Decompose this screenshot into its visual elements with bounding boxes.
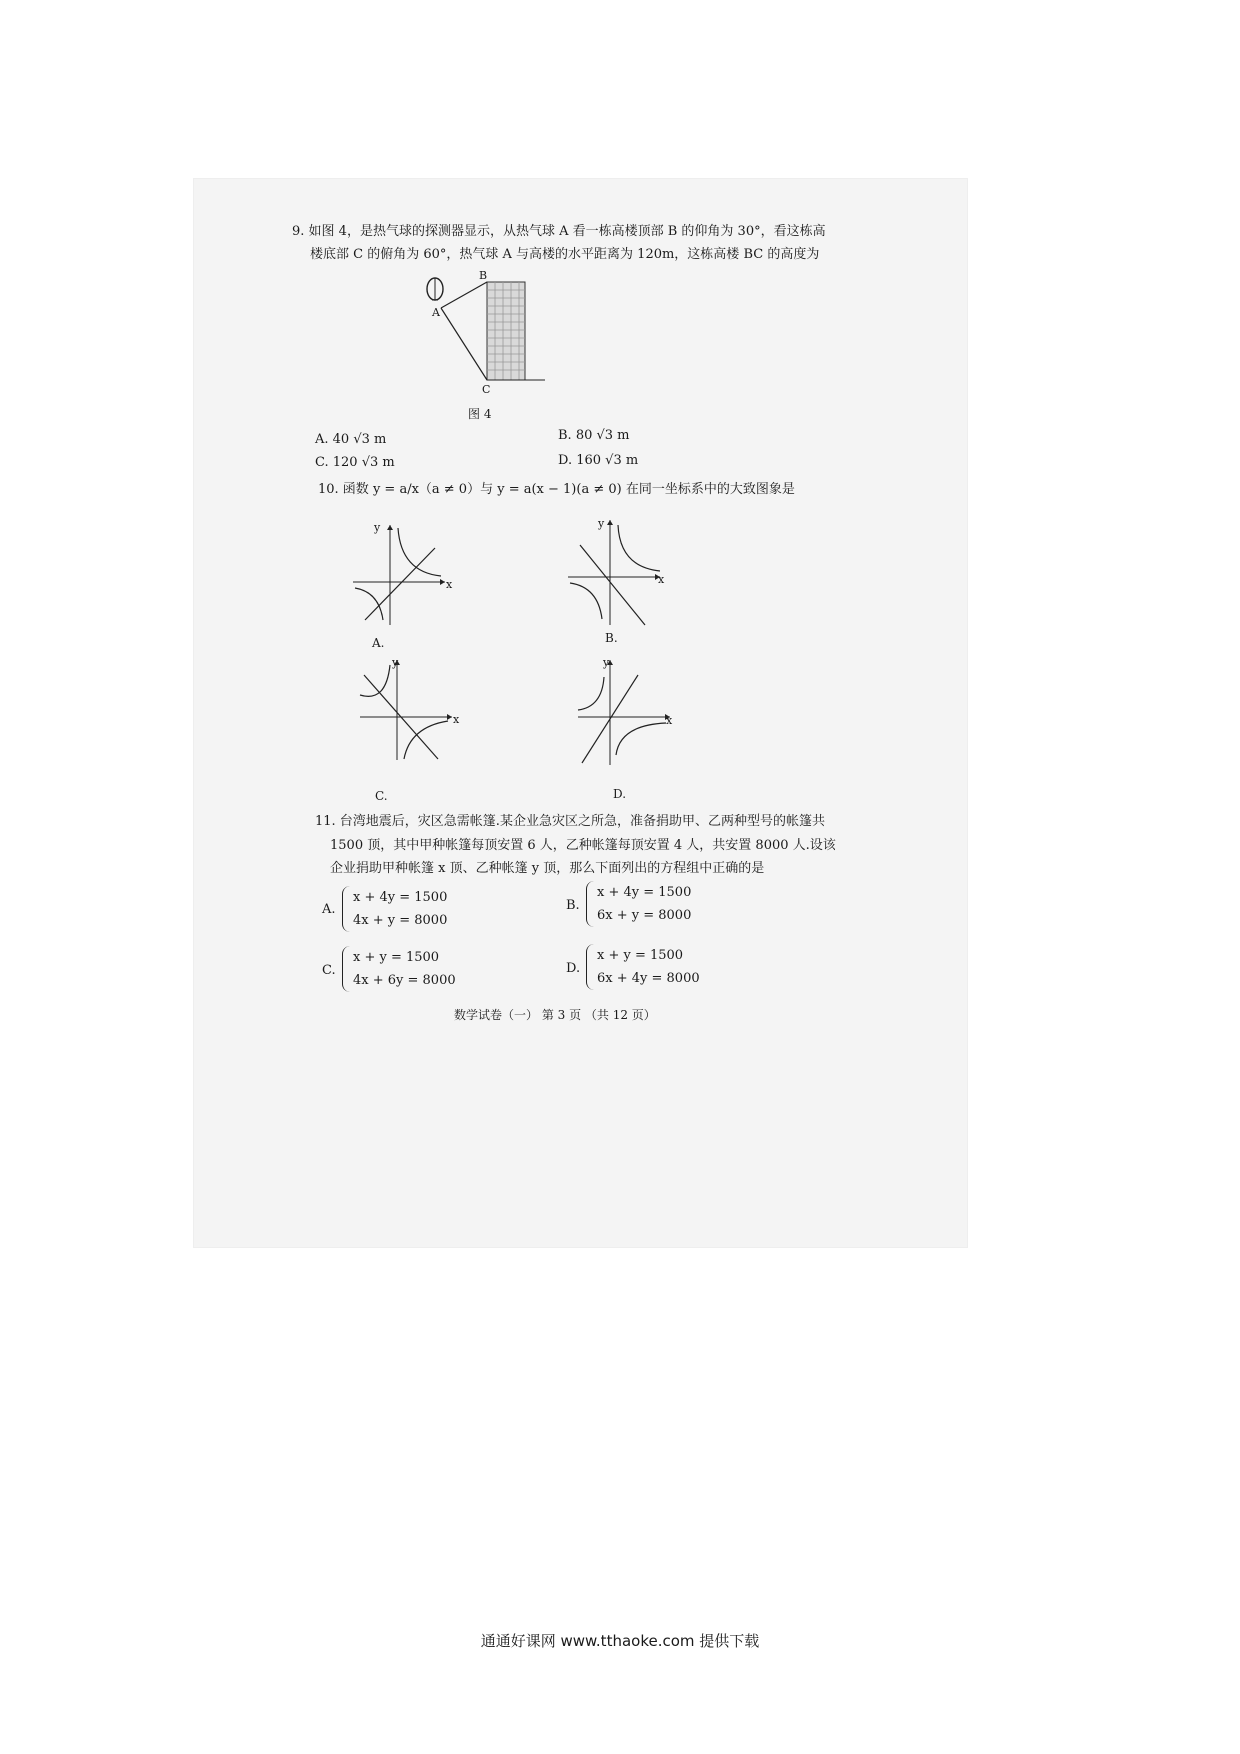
q10-graph-c xyxy=(352,655,462,765)
q9-option-b: B. 80 √3 m xyxy=(558,428,630,443)
q10-a-x-label: x xyxy=(446,578,453,591)
q11-line3: 企业捐助甲种帐篷 x 顶、乙种帐篷 y 顶，那么下面列出的方程组中正确的是 xyxy=(330,861,765,876)
q10-stem: 10. 函数 y = a/x（a ≠ 0）与 y = a(x − 1)(a ≠ 0) 在同一坐标系中的大致图象是 xyxy=(318,482,795,497)
q11-option-c-eq1: x + y = 1500 xyxy=(353,950,440,965)
page-footer: 数学试卷（一） 第 3 页 （共 12 页） xyxy=(454,1008,656,1022)
figure-4-diagram xyxy=(415,265,550,400)
point-a-label: A xyxy=(432,306,440,319)
q10-b-x-label: x xyxy=(658,573,665,586)
q10-graph-b xyxy=(560,515,670,630)
q10-graph-a xyxy=(345,520,455,630)
q9-line1: 9. 如图 4，是热气球的探测器显示，从热气球 A 看一栋高楼顶部 B 的仰角为 30°，看这栋高 xyxy=(292,224,826,239)
q9-option-c: C. 120 √3 m xyxy=(315,455,395,470)
q10-a-y-label: y xyxy=(374,521,381,534)
q11-option-d-eq2: 6x + 4y = 8000 xyxy=(597,971,700,986)
q11-line1: 11. 台湾地震后，灾区急需帐篷.某企业急灾区之所急，准备捐助甲、乙两种型号的帐篷共 xyxy=(315,814,825,829)
q10-option-a: A. xyxy=(372,636,385,650)
q11-option-a-eq2: 4x + y = 8000 xyxy=(353,913,448,928)
q11-option-c-label: C. xyxy=(322,963,336,978)
q11-option-b-eq2: 6x + y = 8000 xyxy=(597,908,692,923)
q11-option-a-system xyxy=(342,886,447,932)
q10-c-y-label: y xyxy=(392,656,399,669)
q10-option-b: B. xyxy=(605,631,618,645)
q10-b-y-label: y xyxy=(598,517,605,530)
q10-option-c: C. xyxy=(375,789,388,803)
q10-d-y-label: y xyxy=(603,656,610,669)
q10-option-d: D. xyxy=(613,787,627,801)
q11-line2: 1500 顶，其中甲种帐篷每顶安置 6 人，乙种帐篷每顶安置 4 人，共安置 8000 人.设该 xyxy=(330,838,836,853)
q10-d-x-label: x xyxy=(666,714,673,727)
q9-option-d: D. 160 √3 m xyxy=(558,453,639,468)
q11-option-a-label: A. xyxy=(322,902,336,917)
q11-option-d-eq1: x + y = 1500 xyxy=(597,948,684,963)
point-c-label: C xyxy=(482,383,491,396)
figure-4-caption: 图 4 xyxy=(468,407,492,421)
q11-option-c-eq2: 4x + 6y = 8000 xyxy=(353,973,456,988)
site-footer: 通通好课网 www.tthaoke.com 提供下载 xyxy=(480,1632,760,1650)
q11-option-b-system xyxy=(586,881,691,927)
q11-option-d-label: D. xyxy=(566,961,581,976)
q9-line2: 楼底部 C 的俯角为 60°，热气球 A 与高楼的水平距离为 120m，这栋高楼 BC 的高度为 xyxy=(310,247,820,262)
q9-option-a: A. 40 √3 m xyxy=(315,432,387,447)
q11-option-b-label: B. xyxy=(566,898,580,913)
q11-option-d-system xyxy=(586,944,700,990)
q11-option-c-system xyxy=(342,946,456,992)
q11-option-b-eq1: x + 4y = 1500 xyxy=(597,885,692,900)
point-b-label: B xyxy=(479,269,488,282)
q10-c-x-label: x xyxy=(453,713,460,726)
q10-graph-d xyxy=(570,655,680,770)
q11-option-a-eq1: x + 4y = 1500 xyxy=(353,890,448,905)
